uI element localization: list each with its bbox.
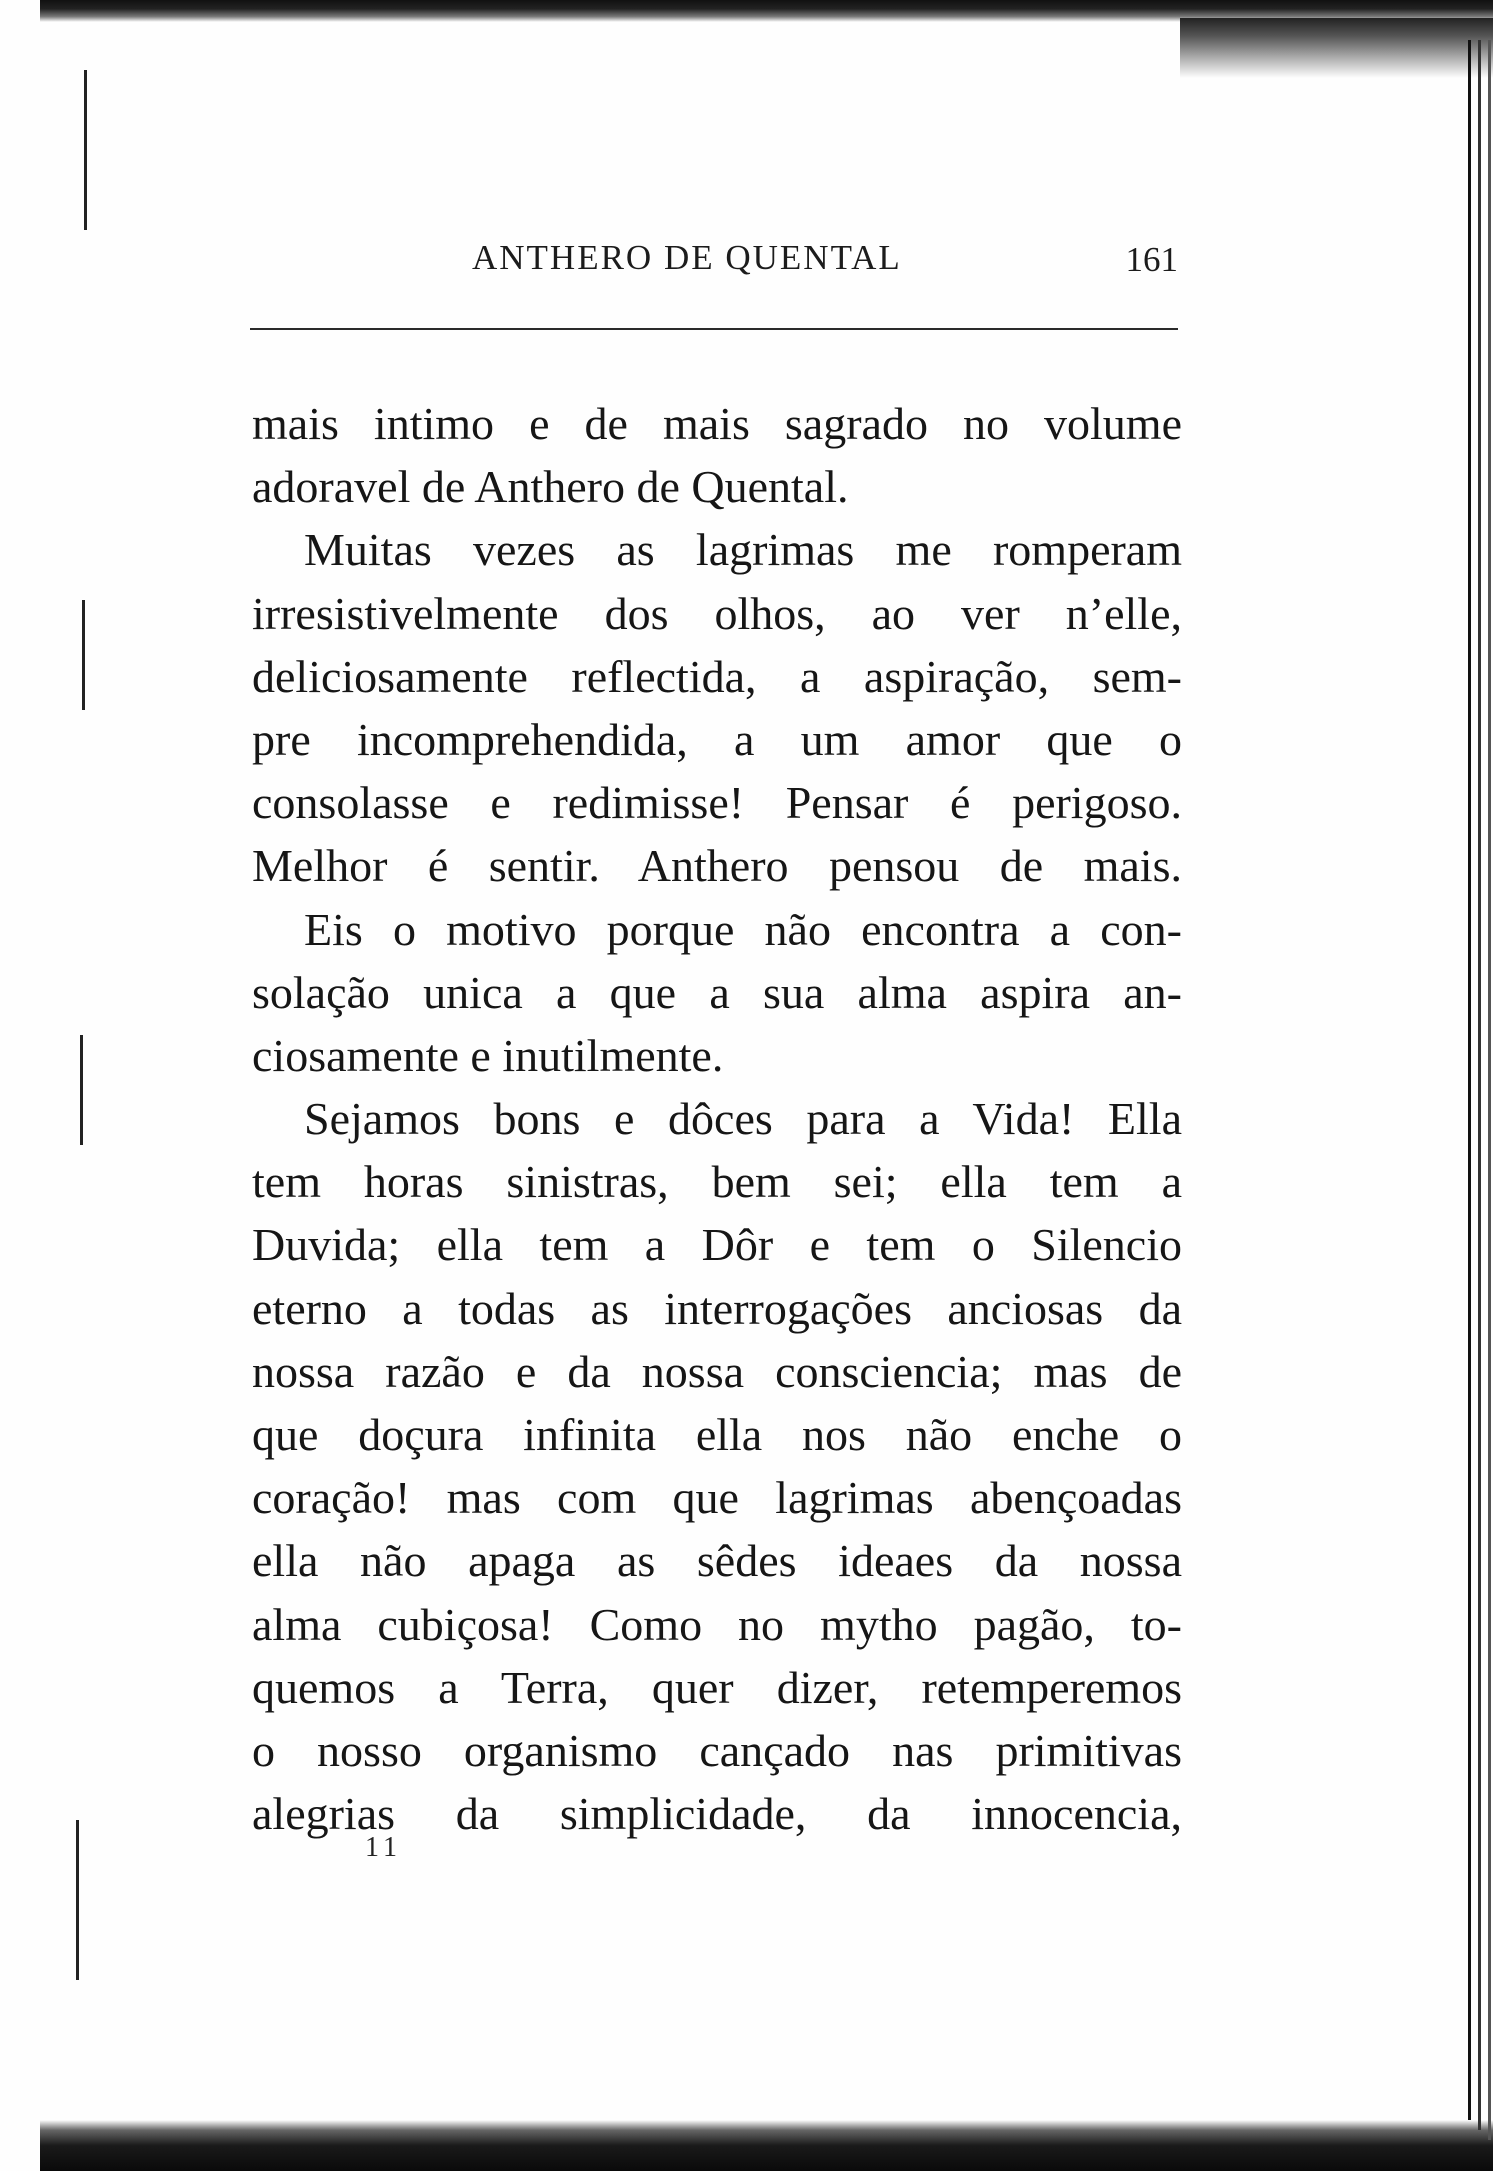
- running-title: ANTHERO DE QUENTAL: [472, 238, 902, 277]
- text-line: ella não apaga as sêdes ideaes da nossa: [252, 1535, 1182, 1587]
- text-line: Sejamos bons e dôces para a Vida! Ella: [304, 1093, 1182, 1145]
- running-head: [252, 238, 1178, 290]
- text-line: Melhor é sentir. Anthero pensou de mais.: [252, 840, 1182, 892]
- text-line: coração! mas com que lagrimas abençoadas: [252, 1472, 1182, 1524]
- text-line: nossa razão e da nossa consciencia; mas de: [252, 1345, 1182, 1397]
- text-line: mais intimo e de mais sagrado no volume: [252, 398, 1182, 449]
- text-line: eterno a todas as interrogações anciosas da: [252, 1282, 1182, 1334]
- header-rule: [250, 328, 1178, 330]
- text-line: Muitas vezes as lagrimas me romperam: [304, 524, 1182, 576]
- text-line: solação unica a que a sua alma aspira an-: [252, 966, 1182, 1018]
- text-line: pre incomprehendida, a um amor que o: [252, 713, 1182, 765]
- text-line: Duvida; ella tem a Dôr e tem o Silencio: [252, 1219, 1182, 1271]
- gutter-line: [1488, 40, 1491, 2140]
- body-text: [252, 392, 1182, 1845]
- margin-mark: [76, 1820, 79, 1980]
- scan-edge-top-right: [1180, 18, 1493, 78]
- margin-mark: [84, 70, 87, 230]
- text-line: Eis o motivo porque não encontra a con-: [304, 903, 1182, 955]
- text-line: que doçura infinita ella nos não enche o: [252, 1409, 1182, 1460]
- text-line: o nosso organismo cançado nas primitivas: [252, 1724, 1182, 1776]
- gutter-line: [1478, 40, 1481, 2130]
- text-line: ciosamente e inutilmente.: [252, 1029, 724, 1081]
- margin-mark: [80, 1035, 83, 1145]
- gutter-line: [1468, 40, 1471, 2120]
- text-line: deliciosamente reflectida, a aspiração, sem-: [252, 650, 1182, 702]
- text-line: tem horas sinistras, bem sei; ella tem a: [252, 1156, 1182, 1208]
- text-line: consolasse e redimisse! Pensar é perigoso.: [252, 777, 1182, 829]
- text-line: alma cubiçosa! Como no mytho pagão, to-: [252, 1598, 1182, 1650]
- text-line: alegrias da simplicidade, da innocencia,: [252, 1788, 1182, 1840]
- margin-mark: [82, 600, 85, 710]
- text-line: irresistivelmente dos olhos, ao ver n’elle,: [252, 587, 1182, 639]
- text-line: quemos a Terra, quer dizer, retemperemos: [252, 1661, 1182, 1713]
- signature-mark: 11: [365, 1832, 402, 1863]
- scan-edge-bottom: [40, 2120, 1493, 2171]
- page-number: 161: [1125, 240, 1178, 279]
- text-line: adoravel de Anthero de Quental.: [252, 461, 849, 513]
